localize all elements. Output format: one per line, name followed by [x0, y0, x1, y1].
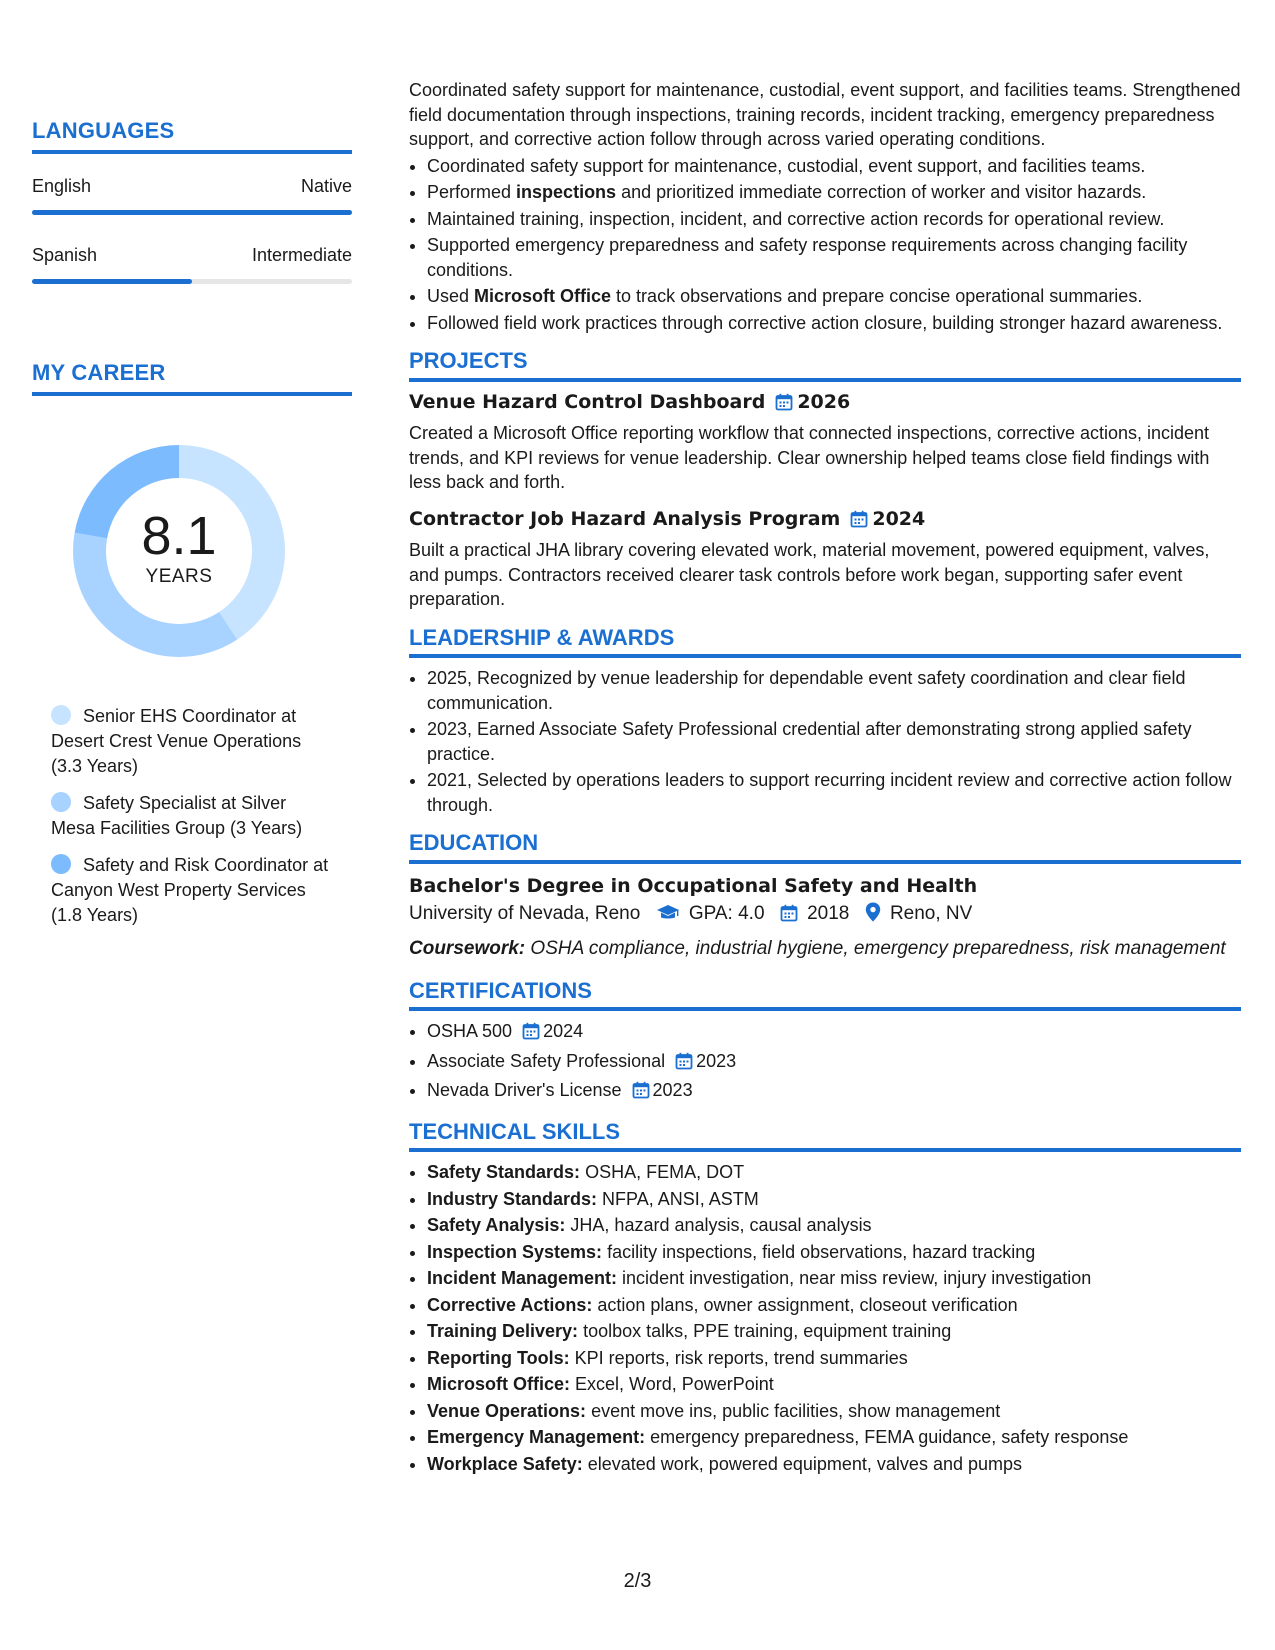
calendar-icon: [675, 1052, 693, 1077]
award-item: • 2021, Selected by operations leaders to support recurring incident review and corrective action follow through.: [427, 768, 1241, 817]
project-year: 2024: [872, 507, 926, 530]
certification-name: Associate Safety Professional: [427, 1050, 666, 1071]
skill-value: KPI reports, risk reports, trend summaries: [574, 1347, 908, 1368]
certification-item: [427, 1078, 1241, 1106]
education-year: 2018: [807, 903, 850, 924]
skill-value: emergency preparedness, FEMA guidance, safety response: [650, 1427, 1129, 1447]
skill-label: Safety Analysis:: [427, 1215, 566, 1235]
education-details: [409, 902, 1241, 930]
calendar-icon: [775, 393, 793, 418]
bullet-keyword: inspections: [516, 182, 617, 202]
projects-title: PROJECTS: [409, 349, 1241, 382]
skill-item: [427, 1187, 1241, 1212]
experience-bullets: [409, 154, 1241, 336]
projects-list: [409, 390, 1241, 612]
project-title-row: [409, 390, 1241, 418]
skill-value: incident investigation, near miss review, injury investigation: [622, 1268, 1092, 1288]
skill-item: [427, 1240, 1241, 1265]
project-item: [409, 390, 1241, 495]
skill-item: [427, 1425, 1241, 1450]
certification-year: 2023: [652, 1080, 693, 1100]
certification-name: Nevada Driver's License: [427, 1080, 622, 1100]
experience-bullet: [427, 180, 1241, 205]
education-degree: Bachelor's Degree in Occupational Safety and Health: [409, 874, 978, 897]
language-name: English: [32, 176, 92, 196]
skill-value: toolbox talks, PPE training, equipment training: [583, 1321, 952, 1341]
legend-dot: [51, 854, 71, 874]
certification-item: [427, 1049, 1241, 1077]
education-title: EDUCATION: [409, 831, 1241, 864]
project-title-row: [409, 507, 1241, 535]
certification-name: OSHA 500: [427, 1021, 513, 1041]
career-role-label: Safety Specialist at Silver Mesa Facilities Group (3 Years): [51, 793, 303, 838]
skills-title: TECHNICAL SKILLS: [409, 1120, 1241, 1153]
bullet-text: Followed field work practices through corrective action closure, building stronger hazard awareness.: [427, 312, 1223, 333]
skill-label: Venue Operations:: [427, 1400, 587, 1421]
skill-item: [427, 1372, 1241, 1397]
certification-year: 2024: [543, 1021, 584, 1041]
certifications-list: [409, 1019, 1241, 1106]
career-donut: [64, 436, 294, 666]
legend-dot: [51, 705, 71, 725]
project-description: Built a practical JHA library covering elevated work, material movement, powered equipment, valves, and pumps. Contractors received clearer task controls before work began, supporting safer event preparation.: [409, 540, 1210, 609]
award-item: • 2025, Recognized by venue leadership for dependable event safety coordination and clear field communication.: [427, 666, 1241, 715]
certifications-title: CERTIFICATIONS: [409, 979, 1241, 1012]
skill-value: action plans, owner assignment, closeout verification: [597, 1294, 1018, 1315]
language-level: Native: [300, 176, 352, 196]
skill-item: [427, 1266, 1241, 1291]
education-coursework: [409, 936, 1241, 961]
language-row: [32, 245, 352, 266]
location-pin-icon: [865, 902, 881, 930]
page-number: 2/3: [623, 1570, 652, 1592]
bullet-text: Coordinated safety support for maintenance, custodial, event support, and facilities teams.: [427, 155, 1146, 176]
bullet-text: Maintained training, inspection, incident, and corrective action records for operational review.: [427, 208, 1165, 229]
skill-value: NFPA, ANSI, ASTM: [602, 1188, 759, 1209]
calendar-icon: [850, 510, 868, 535]
skill-value: JHA, hazard analysis, causal analysis: [570, 1215, 872, 1235]
career-legend-item: [51, 791, 331, 841]
experience-bullet: [427, 233, 1241, 282]
languages-title: LANGUAGES: [32, 118, 352, 154]
right-column: [409, 78, 1241, 1478]
awards-list: [409, 666, 1241, 817]
skill-label: Training Delivery:: [427, 1321, 579, 1341]
language-proficiency-bar: [32, 279, 352, 284]
skill-item: [427, 1160, 1241, 1185]
skill-label: Microsoft Office:: [427, 1374, 571, 1394]
skill-item: [427, 1452, 1241, 1477]
language-row: [32, 176, 352, 197]
certification-year: 2023: [696, 1050, 737, 1071]
career-legend-item: [51, 704, 331, 779]
coursework-label: Coursework:: [409, 937, 526, 959]
language-level: Intermediate: [251, 245, 352, 265]
bullet-text: and prioritized immediate correction of worker and visitor hazards.: [616, 182, 1147, 202]
skill-value: facility inspections, field observations, hazard tracking: [607, 1241, 1036, 1262]
awards-title: LEADERSHIP & AWARDS: [409, 626, 1241, 659]
project-year: 2026: [797, 390, 851, 413]
coursework-text: OSHA compliance, industrial hygiene, emergency preparedness, risk management: [530, 937, 1226, 959]
skill-value: event move ins, public facilities, show management: [591, 1400, 1001, 1421]
skills-list: [409, 1160, 1241, 1476]
bullet-text: Performed: [427, 182, 517, 202]
skill-label: Inspection Systems:: [427, 1241, 603, 1262]
experience-bullet: [427, 207, 1241, 232]
left-column: [32, 118, 352, 940]
certification-item: [427, 1019, 1241, 1047]
bullet-text: to track observations and prepare concise operational summaries.: [611, 286, 1143, 306]
experience-bullet: [427, 284, 1241, 309]
skill-label: Emergency Management:: [427, 1427, 646, 1447]
education-school: University of Nevada, Reno: [409, 903, 641, 924]
skill-label: Reporting Tools:: [427, 1347, 570, 1368]
calendar-icon: [522, 1022, 540, 1047]
skill-item: [427, 1319, 1241, 1344]
skill-item: [427, 1213, 1241, 1238]
language-proficiency-fill: [32, 279, 192, 284]
award-item: • 2023, Earned Associate Safety Professional credential after demonstrating strong applied safety practice.: [427, 717, 1241, 766]
language-proficiency-bar: [32, 210, 352, 215]
career-title: MY CAREER: [32, 360, 352, 396]
calendar-icon: [632, 1081, 650, 1106]
project-description: Created a Microsoft Office reporting workflow that connected inspections, corrective actions, incident trends, and KPI reviews for venue leadership. Clear ownership helped teams close field findings with less back and forth.: [409, 423, 1210, 492]
skill-item: [427, 1293, 1241, 1318]
legend-dot: [51, 792, 71, 812]
skill-label: Industry Standards:: [427, 1188, 598, 1209]
experience-bullet: [427, 311, 1241, 336]
graduation-cap-icon: [656, 904, 680, 930]
career-role-label: Safety and Risk Coordinator at Canyon West Property Services (1.8 Years): [51, 855, 329, 925]
skill-item: [427, 1346, 1241, 1371]
bullet-keyword: Microsoft Office: [474, 286, 612, 306]
project-name: Venue Hazard Control Dashboard: [409, 390, 766, 413]
career-legend-item: [51, 853, 331, 928]
skill-value: Excel, Word, PowerPoint: [575, 1374, 774, 1394]
career-years-unit: YEARS: [145, 566, 213, 587]
language-name: Spanish: [32, 245, 98, 265]
bullet-text: Used: [427, 286, 475, 306]
education-gpa: GPA: 4.0: [688, 903, 765, 924]
career-total-years: 8.1: [141, 506, 217, 566]
skill-label: Corrective Actions:: [427, 1294, 593, 1315]
languages-list: [32, 176, 352, 284]
bullet-text: Supported emergency preparedness and safety response requirements across changing facility conditions.: [427, 235, 1188, 280]
experience-bullet: [427, 154, 1241, 179]
career-role-label: Senior EHS Coordinator at Desert Crest Venue Operations (3.3 Years): [51, 706, 302, 776]
career-legend: [51, 704, 331, 928]
skill-label: Workplace Safety:: [427, 1453, 583, 1474]
skill-label: Safety Standards:: [427, 1162, 581, 1182]
donut-center: [64, 436, 294, 666]
skill-item: [427, 1399, 1241, 1424]
experience-summary: Coordinated safety support for maintenance, custodial, event support, and facilities teams. Strengthened field documentation through inspections, training records, incident tracking, emergency preparedness support, and corrective action follow through across varied operating conditions.: [409, 80, 1241, 149]
language-proficiency-fill: [32, 210, 352, 215]
skill-value: elevated work, powered equipment, valves and pumps: [587, 1453, 1022, 1474]
skill-value: OSHA, FEMA, DOT: [585, 1162, 745, 1182]
project-name: Contractor Job Hazard Analysis Program: [409, 507, 841, 530]
skill-label: Incident Management:: [427, 1268, 618, 1288]
education-location: Reno, NV: [889, 903, 973, 924]
project-item: [409, 507, 1241, 612]
calendar-icon: [780, 904, 798, 930]
